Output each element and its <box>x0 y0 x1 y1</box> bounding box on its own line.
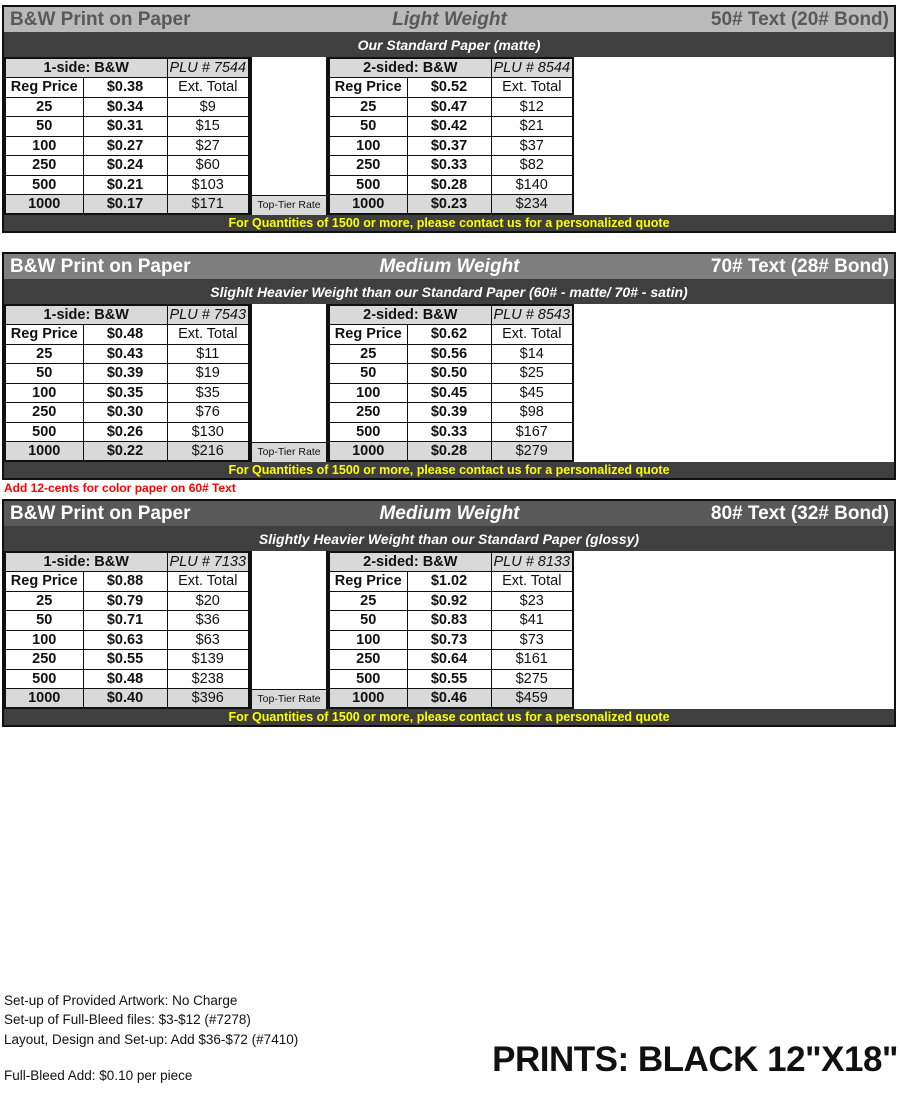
unit-price-cell: $0.34 <box>83 97 167 117</box>
ext-total-cell: $98 <box>491 403 573 423</box>
ext-total-label: Ext. Total <box>491 325 573 345</box>
table-header-row <box>329 78 573 98</box>
quantity-cell: 1000 <box>329 442 407 462</box>
unit-price-cell: $0.33 <box>407 156 491 176</box>
ext-total-cell: $73 <box>491 630 573 650</box>
price-row <box>5 156 249 176</box>
price-row <box>5 97 249 117</box>
section-content <box>4 57 894 215</box>
price-row <box>5 344 249 364</box>
base-price-value: $0.62 <box>407 325 491 345</box>
quantity-cell: 250 <box>329 403 407 423</box>
quantity-cell: 500 <box>5 669 83 689</box>
top-tier-rate-label: Top-Tier Rate <box>252 442 326 463</box>
unit-price-cell: $0.50 <box>407 364 491 384</box>
quantity-cell: 500 <box>329 422 407 442</box>
section-weight-label: Light Weight <box>392 9 507 30</box>
table-label: 2-sided: B&W <box>329 305 491 325</box>
price-row <box>5 195 249 215</box>
reg-price-label: Reg Price <box>5 325 83 345</box>
two-side-price-table <box>328 57 574 215</box>
ext-total-cell: $279 <box>491 442 573 462</box>
ext-total-cell: $37 <box>491 136 573 156</box>
blank-area <box>574 551 894 709</box>
quantity-cell: 25 <box>5 591 83 611</box>
plu-number: PLU # 8544 <box>491 58 573 78</box>
ext-total-cell: $25 <box>491 364 573 384</box>
section-stock-label: 80# Text (32# Bond) <box>710 503 889 524</box>
base-price-value: $1.02 <box>407 572 491 592</box>
quantity-cell: 25 <box>5 344 83 364</box>
unit-price-cell: $0.37 <box>407 136 491 156</box>
quote-banner: For Quantities of 1500 or more, please contact us for a personalized quote <box>4 709 894 725</box>
quantity-cell: 1000 <box>5 689 83 709</box>
ext-total-label: Ext. Total <box>491 572 573 592</box>
price-row <box>329 156 573 176</box>
section-subtitle: Our Standard Paper (matte) <box>4 32 894 57</box>
unit-price-cell: $0.42 <box>407 117 491 137</box>
unit-price-cell: $0.21 <box>83 175 167 195</box>
plu-number: PLU # 7133 <box>167 552 249 572</box>
setup-note-line: Set-up of Full-Bleed files: $3-$12 (#7278) <box>4 1012 251 1028</box>
table-label-row <box>5 305 249 325</box>
section-title-bar <box>4 501 894 526</box>
section-subtitle: Slightly Heavier Weight than our Standard Paper (glossy) <box>4 526 894 551</box>
ext-total-cell: $167 <box>491 422 573 442</box>
quantity-cell: 100 <box>5 383 83 403</box>
unit-price-cell: $0.46 <box>407 689 491 709</box>
price-row <box>329 364 573 384</box>
unit-price-cell: $0.39 <box>83 364 167 384</box>
ext-total-cell: $161 <box>491 650 573 670</box>
price-row <box>329 175 573 195</box>
two-side-price-table <box>328 304 574 462</box>
gap-blank-cell <box>252 304 326 442</box>
price-row <box>5 611 249 631</box>
unit-price-cell: $0.79 <box>83 591 167 611</box>
ext-total-cell: $139 <box>167 650 249 670</box>
table-label: 2-sided: B&W <box>329 58 491 78</box>
unit-price-cell: $0.17 <box>83 195 167 215</box>
unit-price-cell: $0.63 <box>83 630 167 650</box>
quantity-cell: 1000 <box>329 689 407 709</box>
unit-price-cell: $0.23 <box>407 195 491 215</box>
quantity-cell: 25 <box>5 97 83 117</box>
table-header-row <box>5 325 249 345</box>
unit-price-cell: $0.43 <box>83 344 167 364</box>
ext-total-cell: $140 <box>491 175 573 195</box>
setup-note-line: Set-up of Provided Artwork: No Charge <box>4 993 238 1008</box>
price-row <box>329 422 573 442</box>
price-row <box>329 117 573 137</box>
quantity-cell: 250 <box>5 650 83 670</box>
ext-total-cell: $9 <box>167 97 249 117</box>
table-header-row <box>329 572 573 592</box>
ext-total-cell: $36 <box>167 611 249 631</box>
price-row <box>329 403 573 423</box>
two-side-price-table <box>328 551 574 709</box>
price-row <box>5 175 249 195</box>
ext-total-cell: $130 <box>167 422 249 442</box>
unit-price-cell: $0.35 <box>83 383 167 403</box>
quantity-cell: 100 <box>5 630 83 650</box>
unit-price-cell: $0.30 <box>83 403 167 423</box>
ext-total-cell: $396 <box>167 689 249 709</box>
reg-price-label: Reg Price <box>329 78 407 98</box>
ext-total-cell: $15 <box>167 117 249 137</box>
unit-price-cell: $0.47 <box>407 97 491 117</box>
price-row <box>5 442 249 462</box>
ext-total-cell: $459 <box>491 689 573 709</box>
price-row <box>5 117 249 137</box>
ext-total-cell: $171 <box>167 195 249 215</box>
quote-banner: For Quantities of 1500 or more, please contact us for a personalized quote <box>4 462 894 478</box>
section-title: B&W Print on Paper <box>10 9 191 30</box>
price-row <box>329 97 573 117</box>
quantity-cell: 250 <box>329 156 407 176</box>
price-section-medium-weight-70 <box>2 252 896 480</box>
table-label-row <box>329 305 573 325</box>
base-price-value: $0.48 <box>83 325 167 345</box>
price-row <box>5 383 249 403</box>
quantity-cell: 50 <box>329 117 407 137</box>
ext-total-cell: $14 <box>491 344 573 364</box>
section-title-bar <box>4 7 894 32</box>
unit-price-cell: $0.92 <box>407 591 491 611</box>
unit-price-cell: $0.55 <box>83 650 167 670</box>
unit-price-cell: $0.83 <box>407 611 491 631</box>
setup-notes <box>4 991 298 1085</box>
unit-price-cell: $0.55 <box>407 669 491 689</box>
unit-price-cell: $0.73 <box>407 630 491 650</box>
table-label: 1-side: B&W <box>5 58 167 78</box>
table-label: 1-side: B&W <box>5 305 167 325</box>
ext-total-cell: $20 <box>167 591 249 611</box>
ext-total-cell: $238 <box>167 669 249 689</box>
unit-price-cell: $0.56 <box>407 344 491 364</box>
ext-total-cell: $27 <box>167 136 249 156</box>
table-gap-column <box>250 304 328 462</box>
table-header-row <box>5 572 249 592</box>
blank-area <box>574 57 894 215</box>
section-title: B&W Print on Paper <box>10 256 191 277</box>
ext-total-cell: $60 <box>167 156 249 176</box>
price-row <box>329 195 573 215</box>
price-row <box>5 591 249 611</box>
top-tier-rate-label: Top-Tier Rate <box>252 195 326 216</box>
ext-total-label: Ext. Total <box>167 572 249 592</box>
quantity-cell: 500 <box>329 175 407 195</box>
table-label-row <box>5 552 249 572</box>
quantity-cell: 50 <box>5 117 83 137</box>
ext-total-cell: $45 <box>491 383 573 403</box>
quantity-cell: 250 <box>329 650 407 670</box>
unit-price-cell: $0.27 <box>83 136 167 156</box>
base-price-value: $0.88 <box>83 572 167 592</box>
unit-price-cell: $0.45 <box>407 383 491 403</box>
section-weight-label: Medium Weight <box>379 503 520 524</box>
price-row <box>5 689 249 709</box>
quantity-cell: 500 <box>5 422 83 442</box>
section-weight-label: Medium Weight <box>379 256 520 277</box>
price-row <box>5 136 249 156</box>
section-stock-label: 50# Text (20# Bond) <box>710 9 889 30</box>
price-row <box>5 669 249 689</box>
reg-price-label: Reg Price <box>5 78 83 98</box>
one-side-price-table <box>4 304 250 462</box>
plu-number: PLU # 8133 <box>491 552 573 572</box>
price-row <box>5 364 249 384</box>
ext-total-cell: $275 <box>491 669 573 689</box>
quantity-cell: 50 <box>329 611 407 631</box>
ext-total-label: Ext. Total <box>491 78 573 98</box>
quantity-cell: 25 <box>329 591 407 611</box>
ext-total-cell: $21 <box>491 117 573 137</box>
price-row <box>329 442 573 462</box>
quote-banner: For Quantities of 1500 or more, please contact us for a personalized quote <box>4 215 894 231</box>
ext-total-label: Ext. Total <box>167 325 249 345</box>
reg-price-label: Reg Price <box>5 572 83 592</box>
plu-number: PLU # 7543 <box>167 305 249 325</box>
quantity-cell: 25 <box>329 97 407 117</box>
full-bleed-note: Full-Bleed Add: $0.10 per piece <box>4 1067 193 1083</box>
gap-blank-cell <box>252 551 326 689</box>
price-row <box>329 611 573 631</box>
price-row <box>329 591 573 611</box>
unit-price-cell: $0.48 <box>83 669 167 689</box>
table-gap-column <box>250 551 328 709</box>
quantity-cell: 25 <box>329 344 407 364</box>
ext-total-cell: $82 <box>491 156 573 176</box>
section-title: B&W Print on Paper <box>10 503 191 524</box>
price-sheet-page <box>0 5 900 1099</box>
ext-total-cell: $63 <box>167 630 249 650</box>
unit-price-cell: $0.28 <box>407 442 491 462</box>
price-section-light-weight <box>2 5 896 233</box>
section-title-bar <box>4 254 894 279</box>
ext-total-cell: $19 <box>167 364 249 384</box>
quantity-cell: 1000 <box>329 195 407 215</box>
blank-area <box>574 304 894 462</box>
quantity-cell: 500 <box>329 669 407 689</box>
unit-price-cell: $0.22 <box>83 442 167 462</box>
price-row <box>5 630 249 650</box>
table-label-row <box>329 552 573 572</box>
unit-price-cell: $0.26 <box>83 422 167 442</box>
price-row <box>329 650 573 670</box>
price-row <box>329 630 573 650</box>
quantity-cell: 100 <box>329 136 407 156</box>
table-label-row <box>5 58 249 78</box>
price-row <box>329 383 573 403</box>
setup-note-line: Layout, Design and Set-up: Add $36-$72 (#7410) <box>4 1031 299 1047</box>
price-row <box>329 669 573 689</box>
price-row <box>329 136 573 156</box>
base-price-value: $0.52 <box>407 78 491 98</box>
quantity-cell: 1000 <box>5 195 83 215</box>
unit-price-cell: $0.24 <box>83 156 167 176</box>
section-subtitle: Slighlt Heavier Weight than our Standard Paper (60# - matte/ 70# - satin) <box>4 279 894 304</box>
price-section-medium-weight-80 <box>2 499 896 727</box>
table-header-row <box>329 325 573 345</box>
ext-total-cell: $35 <box>167 383 249 403</box>
table-label-row <box>329 58 573 78</box>
plu-number: PLU # 7544 <box>167 58 249 78</box>
section-stock-label: 70# Text (28# Bond) <box>710 256 889 277</box>
table-label: 1-side: B&W <box>5 552 167 572</box>
price-row <box>5 650 249 670</box>
unit-price-cell: $0.28 <box>407 175 491 195</box>
price-row <box>329 689 573 709</box>
table-label: 2-sided: B&W <box>329 552 491 572</box>
unit-price-cell: $0.31 <box>83 117 167 137</box>
table-gap-column <box>250 57 328 215</box>
unit-price-cell: $0.39 <box>407 403 491 423</box>
quantity-cell: 250 <box>5 156 83 176</box>
color-paper-note: Add 12-cents for color paper on 60# Text <box>4 481 236 495</box>
unit-price-cell: $0.33 <box>407 422 491 442</box>
one-side-price-table <box>4 57 250 215</box>
ext-total-cell: $103 <box>167 175 249 195</box>
gap-blank-cell <box>252 57 326 195</box>
section-content <box>4 304 894 462</box>
ext-total-cell: $12 <box>491 97 573 117</box>
price-row <box>329 344 573 364</box>
ext-total-cell: $11 <box>167 344 249 364</box>
base-price-value: $0.38 <box>83 78 167 98</box>
plu-number: PLU # 8543 <box>491 305 573 325</box>
ext-total-cell: $23 <box>491 591 573 611</box>
unit-price-cell: $0.40 <box>83 689 167 709</box>
ext-total-cell: $41 <box>491 611 573 631</box>
reg-price-label: Reg Price <box>329 572 407 592</box>
unit-price-cell: $0.64 <box>407 650 491 670</box>
ext-total-cell: $76 <box>167 403 249 423</box>
quantity-cell: 50 <box>5 611 83 631</box>
price-row <box>5 422 249 442</box>
ext-total-label: Ext. Total <box>167 78 249 98</box>
top-tier-rate-label: Top-Tier Rate <box>252 689 326 710</box>
quantity-cell: 100 <box>329 383 407 403</box>
quantity-cell: 250 <box>5 403 83 423</box>
quantity-cell: 500 <box>5 175 83 195</box>
reg-price-label: Reg Price <box>329 325 407 345</box>
section-content <box>4 551 894 709</box>
quantity-cell: 1000 <box>5 442 83 462</box>
quantity-cell: 100 <box>329 630 407 650</box>
ext-total-cell: $234 <box>491 195 573 215</box>
one-side-price-table <box>4 551 250 709</box>
table-header-row <box>5 78 249 98</box>
unit-price-cell: $0.71 <box>83 611 167 631</box>
quantity-cell: 50 <box>5 364 83 384</box>
quantity-cell: 50 <box>329 364 407 384</box>
quantity-cell: 100 <box>5 136 83 156</box>
prints-size-banner: PRINTS: BLACK 12"X18" <box>492 1040 898 1079</box>
ext-total-cell: $216 <box>167 442 249 462</box>
price-row <box>5 403 249 423</box>
